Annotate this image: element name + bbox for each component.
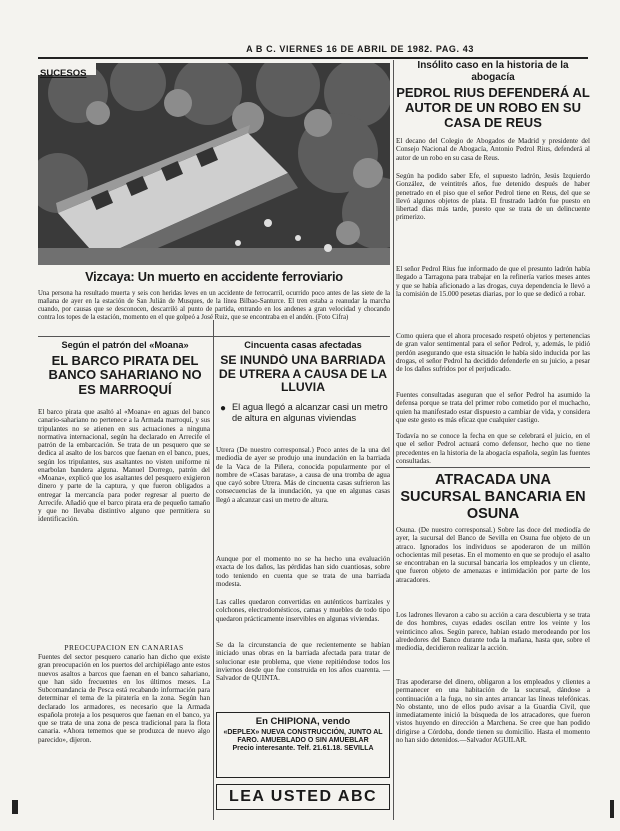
train-photo bbox=[38, 63, 390, 265]
column-rule-right bbox=[393, 60, 394, 820]
moana-headline: EL BARCO PIRATA DEL BANCO SAHARIANO NO ES MARROQUÍ bbox=[48, 354, 202, 397]
rius-headline: PEDROL RIUS DEFENDERÁ AL AUTOR DE UN ROBO EN SU CASA DE REUS bbox=[396, 85, 590, 130]
scan-edge-mark bbox=[12, 800, 18, 814]
utrera-bullet-box bbox=[218, 402, 390, 442]
rius-body4: Como quiera que el ahora procesado respetó objetos y pertenencias de gran valor sentimental para el señor Pedrol, y, además, le pidió perdón asegurando que esta situación le había sido inducida por las drogas, el señor Pedrol ha decidido defenderle en su juicio, a pesar de los daños sufridos por el perjudicado. bbox=[396, 332, 590, 373]
lea-abc-text: LEA USTED ABC bbox=[228, 788, 378, 805]
ad-line2: «DEPLEX» NUEVA CONSTRUCCIÓN, JUNTO AL FARO. AMUEBLADO O SIN AMUEBLAR bbox=[223, 729, 383, 745]
utrera-body: Utrera (De nuestro corresponsal.) Poco antes de la una del mediodía de ayer se produjo una inundación en la barriada de la Vaca de la Piñera, conocida popularmente por el nombre de «Casas baratas», a causa de una tromba de agua que cayó sobre Utrera. Más de cincuenta casas sufrieron las consecuencias de la inundación, ya que en algunas casas llegó a alcanzar casi un metro de altura. bbox=[216, 446, 390, 504]
rius-kicker: Insólito caso en la historia de la abogacía bbox=[417, 60, 569, 83]
utrera-headline: SE INUNDÓ UNA BARRIADA DE UTRERA A CAUSA DE LA LLUVIA bbox=[218, 354, 388, 394]
utrera-bullet: El agua llegó a alcanzar casi un metro de altura en algunas viviendas bbox=[232, 402, 388, 423]
ad-line3: Precio interesante. Telf. 21.61.18. SEVILLA bbox=[232, 745, 374, 753]
osuna-headline: ATRACADA UNA SUCURSAL BANCARIA EN OSUNA bbox=[400, 472, 586, 520]
derailed-train-photo-icon bbox=[38, 63, 390, 265]
photo-caption: Una persona ha resultado muerta y seis con heridas leves en un accidente de ferrocarril, ocurrido poco antes de las siete de la mañana de ayer en la estación de San Julián de Musques, de la línea Bilbao-Santurce. El tren estaba a reanudar la marcha cuando, por causas que se desconocen, descarriló al punto de partida, entrando en los andenes a gran velocidad y chocando contra los topes de la estación, momento en el que golpeó a José Ruiz, que se encontraba en el andén. (Foto Cifra) bbox=[38, 290, 390, 322]
photo-title: Vizcaya: Un muerto en accidente ferroviario bbox=[85, 270, 343, 284]
bullet-icon: ● bbox=[220, 403, 227, 414]
column-rule-middle bbox=[213, 320, 214, 820]
utrera-kicker: Cincuenta casas afectadas bbox=[244, 341, 362, 350]
osuna-body2: Los ladrones llevaron a cabo su acción a cara descubierta y se trata de dos hombres, cuyas edades oscilan entre los veinte y los veinticinco años. Según parece, habían estado merodeando por los alrededores del Banco durante toda la mañana, hasta que, sobre el mediodía, decidieron realizar la acción. bbox=[396, 611, 590, 652]
osuna-body3: Tras apoderarse del dinero, obligaron a los empleados y clientes a permanecer en una habitación de la sucursal, dándose a continuación a la fuga, no sin antes arrancar las líneas telefónicas. No obstante, uno de ellos pudo avisar a la Guardia Civil, que inmediatamente inició la búsqueda de los atracadores, que fueron vistos huyendo en dirección a Marchena. Se cree que han podido dirigirse a Córdoba, donde tienen su domicilio. Hasta el momento no han sido detenidos.—Salvador AGUILAR. bbox=[396, 678, 590, 744]
moana-kicker: Según el patrón del «Moana» bbox=[61, 341, 189, 350]
utrera-body2: Aunque por el momento no se ha hecho una evaluación exacta de los daños, las pérdidas han sido cuantiosas, sobre todo teniendo en cuenta que se trata de una barriada modesta. bbox=[216, 555, 390, 588]
header-rule bbox=[38, 57, 588, 59]
utrera-body4: Se da la circunstancia de que recientemente se habían iniciado unas obras en la barriada afectada para tratar de solucionar este problema, que viene repitiéndose todos los inviernos desde que fue construida en los años cuarenta. —Salvador de QUINTA. bbox=[216, 641, 390, 682]
rius-body5: Fuentes consultadas aseguran que el señor Pedrol ha asumido la defensa porque se trata del primer robo cometido por el muchacho, quien ha manifestado estar dispuesto a cambiar de vida, y considera que este gesto es más eficaz que cualquier castigo. bbox=[396, 391, 590, 424]
ad-line1: En CHIPIONA, vendo bbox=[255, 716, 351, 727]
caption-rule bbox=[38, 336, 390, 337]
osuna-body: Osuna. (De nuestro corresponsal.) Sobre las doce del mediodía de ayer, la sucursal del Banco de Sevilla en Osuna fue objeto de un atraco. Ignorados los individuos se apoderaron de un millón ochocientas mil pesetas. En el momento en que se produjo el asalto se encontraban en la sucursal bancaria los empleados y un cliente, que fueron objeto de amenazas e intimidación por parte de los atracadores. bbox=[396, 526, 590, 584]
rius-body2: Según ha podido saber Efe, el supuesto ladrón, Jesús Izquierdo González, de veintitrés años, fue detenido después de haber penetrado en el piso que el señor Pedrol tiene en Reus, del que se llevó algunos objetos de plata. El frustrado ladrón fue puesto en libertad días más tarde, puesto que se trata de un delincuente primerizo. bbox=[396, 172, 590, 222]
rius-body3: El señor Pedrol Rius fue informado de que el presunto ladrón había llegado a Tarragona para trabajar en la refinería varios meses antes y que se había aficionado a las drogas, cuya dependencia le llevó a la comisión de 15.000 pesetas diarias, por lo que se dedicó a robar. bbox=[396, 265, 590, 298]
moana-body2: Fuentes del sector pesquero canario han dicho que existe gran preocupación en los puertos del archipiélago ante estos nuevos asaltos a barcos que faenan en el banco sahariano, que han sido frecuentes en los últimos meses. La Subcomandancia de Pesca está recabando información para determinar el tema de la piratería en la zona. Según han declarado los armadores, es necesario que la Armada española proteja a los pesqueros que faenan en el banco, ya que se trata de una zona de pesca tradicional para la flota canaria. «Ahora tememos que se produzca de nuevo algo parecido», dijeron. bbox=[38, 653, 210, 744]
utrera-body3: Las calles quedaron convertidas en auténticos barrizales y colchones, electrodomésticos, camas y muebles de todo tipo quedaron prácticamente inservibles en algunas viviendas. bbox=[216, 598, 390, 623]
page-header: A B C. VIERNES 16 DE ABRIL DE 1982. PAG. 43 bbox=[246, 44, 474, 54]
chipiona-ad bbox=[216, 712, 390, 778]
rius-body: El decano del Colegio de Abogados de Madrid y presidente del Consejo Nacional de Abogacía, Antonio Pedrol Rius, defenderá al autor de un robo en su casa de Reus. bbox=[396, 137, 590, 162]
rius-body6: Todavía no se conoce la fecha en que se celebrará el juicio, en el que el señor Pedrol actuará como defensor, hecho que no tiene precedentes en la historia de la abogacía española, según las fuentes consultadas. bbox=[396, 432, 590, 464]
osuna-top-rule bbox=[396, 467, 590, 468]
scan-edge-mark-right bbox=[610, 800, 614, 818]
moana-subhead: PREOCUPACION EN CANARIAS bbox=[64, 643, 184, 652]
section-label bbox=[38, 63, 96, 79]
moana-body: El barco pirata que asaltó al «Moana» en aguas del banco canario-sahariano no pertenece a la Armada marroquí, y sus tripulantes no se atienen en sus actuaciones a ninguna normativa internacional, según ha declarado en Arrecife el patrón de la embarcación. Se trata de un pesquero que se dedica al asalto de los barcos que faenan en el banco, pues, según los tripulantes, sus asaltantes no visten uniforme ni enarbolan bandera alguna. Manuel Dorrego, patrón del «Moana», explicó que los asaltantes del pesquero exigieron dinero y parte de la captura, y que fueron obligados a entregar la mercancía para poder regresar al puerto de Arrecife. Añadió que el barco pirata era de pequeño tamaño y que no llevaba distintivo alguno que permitiera su identificación. bbox=[38, 408, 210, 524]
section-label-text: SUCESOS bbox=[40, 68, 87, 79]
lea-abc-box bbox=[216, 784, 390, 810]
